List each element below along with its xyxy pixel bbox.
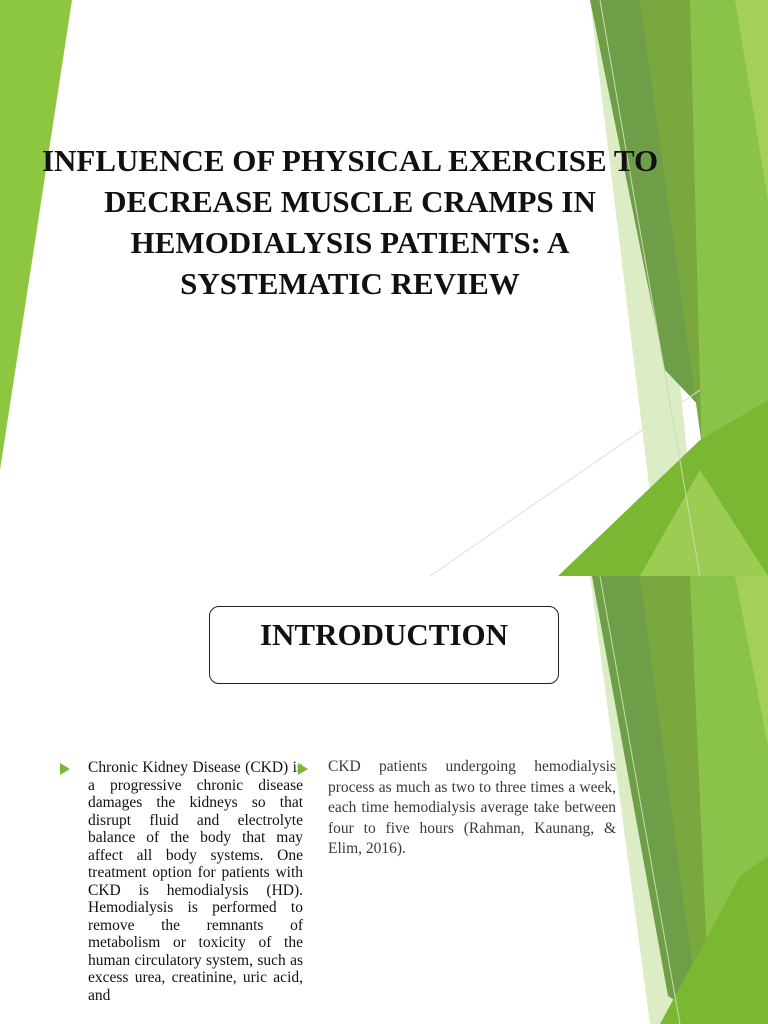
introduction-heading: INTRODUCTION <box>259 617 509 652</box>
bullet-text-hemodialysis-frequency: CKD patients undergoing hemodialysis process as much as two to three times a week, each time hemodialysis average take between four to five hours (Rahman, Kaunang, & Elim, 2016). <box>328 758 616 857</box>
triangle-bullet-icon <box>298 763 308 775</box>
slide-title: INFLUENCE OF PHYSICAL EXERCISE TO DECREASE MUSCLE CRAMPS IN HEMODIALYSIS PATIENTS: A SYSTEMATIC REVIEW <box>41 143 659 301</box>
introduction-heading-box <box>209 606 559 684</box>
introduction-slide <box>0 576 768 1024</box>
triangle-bullet-icon <box>60 763 70 775</box>
bullet-text-ckd-definition: Chronic Kidney Disease (CKD) is a progressive chronic disease damages the kidneys so that disrupt fluid and electrolyte balance of the body that may affect all body systems. One treatment option for patients with CKD is hemodialysis (HD). Hemodialysis is performed to remove the remnants of metabolism or toxicity of the human circulatory system, such as excess urea, creatinine, uric acid, and <box>88 759 303 1004</box>
